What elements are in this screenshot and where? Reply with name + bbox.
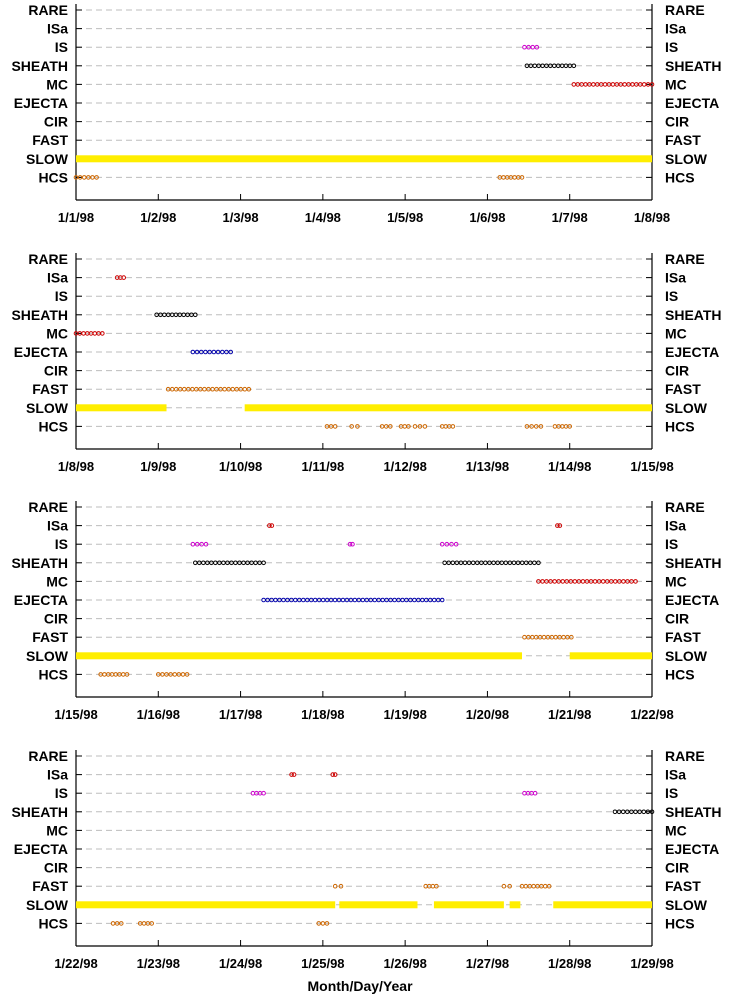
category-label-left: IS	[54, 39, 68, 56]
category-label-left: IS	[54, 288, 68, 305]
mark-slow	[434, 901, 504, 908]
category-label-left: SLOW	[26, 150, 68, 167]
category-label-left: IS	[54, 536, 68, 553]
category-label-left: MC	[46, 573, 68, 590]
mark-point	[373, 598, 377, 602]
category-label-right: SLOW	[665, 647, 707, 664]
x-tick-label: 1/17/98	[218, 707, 263, 722]
mark-point	[512, 561, 516, 565]
category-label-left: ISa	[46, 20, 68, 37]
panel-4	[11, 748, 721, 971]
mark-point	[282, 598, 286, 602]
category-label-right: RARE	[665, 2, 705, 18]
category-label-right: RARE	[665, 499, 705, 515]
mark-ejecta	[262, 598, 444, 602]
category-label-right: MC	[665, 573, 687, 590]
category-label-right: IS	[665, 536, 679, 553]
mark-point	[642, 83, 646, 87]
x-tick-label: 1/14/98	[548, 459, 592, 474]
mark-point	[523, 791, 527, 795]
mark-hcs	[440, 425, 454, 429]
x-tick-label: 1/20/98	[465, 707, 510, 722]
x-tick-label: 1/22/98	[630, 707, 674, 722]
x-tick-label: 1/29/98	[630, 956, 674, 971]
mark-point	[182, 387, 186, 391]
category-label-right: EJECTA	[665, 592, 720, 608]
mark-point	[572, 83, 576, 87]
category-label-right: ISa	[665, 20, 687, 37]
mark-point	[443, 561, 447, 565]
category-label-right: HCS	[665, 915, 695, 932]
category-label-right: IS	[665, 39, 679, 56]
mark-point	[262, 561, 266, 565]
x-tick-label: 1/23/98	[136, 956, 180, 971]
category-label-left: EJECTA	[13, 592, 68, 608]
category-label-right: SLOW	[665, 399, 707, 416]
category-label-right: EJECTA	[665, 344, 720, 360]
category-label-left: SLOW	[26, 399, 68, 416]
category-label-left: CIR	[43, 859, 68, 876]
x-tick-label: 1/10/98	[218, 459, 263, 474]
category-label-left: FAST	[32, 381, 68, 398]
mark-point	[553, 580, 557, 584]
mark-point	[182, 313, 186, 317]
mark-point	[202, 561, 206, 565]
category-label-right: ISa	[665, 766, 687, 783]
mark-point	[242, 561, 246, 565]
x-tick-label: 1/28/98	[548, 956, 592, 971]
category-label-left: FAST	[32, 878, 68, 895]
category-label-left: EJECTA	[13, 344, 68, 360]
category-label-right: HCS	[665, 418, 695, 435]
category-label-left: SHEATH	[11, 306, 68, 323]
category-label-right: CIR	[665, 610, 690, 627]
category-label-right: EJECTA	[665, 95, 720, 111]
mark-point	[622, 580, 626, 584]
panel-1	[11, 2, 721, 225]
category-label-left: FAST	[32, 132, 68, 149]
x-tick-label: 1/11/98	[301, 459, 345, 474]
mark-point	[393, 598, 397, 602]
category-label-right: RARE	[665, 251, 705, 267]
mark-point	[502, 176, 506, 180]
x-tick-label: 1/9/98	[140, 459, 177, 474]
category-label-right: FAST	[665, 132, 701, 149]
mark-slow	[245, 404, 652, 411]
category-label-left: CIR	[43, 362, 68, 379]
category-label-left: RARE	[28, 2, 68, 18]
mark-point	[212, 350, 216, 354]
mark-slow	[76, 652, 522, 659]
x-tick-label: 1/26/98	[383, 956, 427, 971]
mark-point	[142, 922, 146, 926]
mark-point	[163, 313, 167, 317]
mark-point	[413, 598, 417, 602]
x-tick-label: 1/15/98	[54, 707, 98, 722]
mark-point	[572, 64, 576, 68]
category-label-left: HCS	[38, 915, 68, 932]
mark-point	[262, 598, 266, 602]
mark-point	[562, 635, 566, 639]
category-label-left: MC	[46, 76, 68, 93]
category-label-left: MC	[46, 822, 68, 839]
mark-slow	[339, 901, 417, 908]
mark-point	[203, 387, 207, 391]
mark-point	[292, 773, 296, 777]
category-label-left: CIR	[43, 113, 68, 130]
x-tick-label: 1/1/98	[57, 210, 95, 225]
category-label-left: SLOW	[26, 896, 68, 913]
category-label-left: RARE	[28, 748, 68, 764]
category-label-right: SHEATH	[665, 57, 722, 74]
x-tick-label: 1/24/98	[218, 956, 263, 971]
category-label-right: ISa	[665, 517, 687, 534]
category-label-left: ISa	[46, 517, 68, 534]
category-label-left: IS	[54, 785, 68, 802]
category-label-left: EJECTA	[13, 841, 68, 857]
category-label-right: HCS	[665, 666, 695, 683]
category-label-right: ISa	[665, 269, 687, 286]
mark-point	[533, 561, 537, 565]
mark-slow	[76, 155, 652, 162]
category-label-right: FAST	[665, 878, 701, 895]
category-label-right: HCS	[665, 169, 695, 186]
mark-point	[502, 884, 506, 888]
mark-point	[103, 673, 107, 677]
category-label-left: SHEATH	[11, 554, 68, 571]
category-label-left: EJECTA	[13, 95, 68, 111]
mark-point	[403, 425, 407, 429]
category-label-right: SHEATH	[665, 803, 722, 820]
mark-is	[523, 791, 537, 795]
x-tick-label: 1/13/98	[465, 459, 510, 474]
mark-sheath	[194, 561, 266, 565]
x-tick-label: 1/2/98	[140, 210, 177, 225]
x-tick-label: 1/18/98	[301, 707, 345, 722]
x-tick-label: 1/25/98	[301, 956, 345, 971]
mark-hcs	[74, 176, 98, 180]
category-label-left: MC	[46, 325, 68, 342]
category-label-right: FAST	[665, 629, 701, 646]
x-tick-label: 1/19/98	[383, 707, 427, 722]
mark-point	[523, 45, 527, 49]
x-tick-label: 1/4/98	[304, 210, 341, 225]
mark-point	[592, 83, 596, 87]
mark-point	[262, 791, 266, 795]
mark-point	[82, 176, 86, 180]
mark-point	[222, 561, 226, 565]
x-tick-label: 1/21/98	[548, 707, 592, 722]
category-label-left: ISa	[46, 766, 68, 783]
category-label-left: SLOW	[26, 647, 68, 664]
category-label-left: ISa	[46, 269, 68, 286]
category-label-right: MC	[665, 325, 687, 342]
panel-2	[11, 251, 721, 474]
category-label-right: CIR	[665, 859, 690, 876]
category-label-right: SLOW	[665, 896, 707, 913]
x-tick-label: 1/6/98	[469, 210, 506, 225]
x-tick-label: 1/27/98	[465, 956, 510, 971]
mark-slow	[510, 901, 521, 908]
mark-point	[301, 598, 305, 602]
category-label-left: HCS	[38, 169, 68, 186]
category-label-left: SHEATH	[11, 803, 68, 820]
mark-slow	[570, 652, 652, 659]
mark-point	[532, 884, 536, 888]
x-tick-label: 1/8/98	[57, 459, 95, 474]
x-tick-label: 1/16/98	[136, 707, 180, 722]
x-tick-label: 1/7/98	[551, 210, 588, 225]
mark-point	[523, 635, 527, 639]
mark-is	[251, 791, 265, 795]
mark-point	[642, 810, 646, 814]
x-axis-title: Month/Day/Year	[307, 978, 413, 994]
mark-is	[191, 542, 208, 546]
category-label-right: IS	[665, 785, 679, 802]
x-tick-label: 1/15/98	[630, 459, 674, 474]
category-label-left: CIR	[43, 610, 68, 627]
panel-3	[11, 499, 721, 722]
category-label-right: IS	[665, 288, 679, 305]
x-tick-label: 1/5/98	[387, 210, 424, 225]
category-label-left: SHEATH	[11, 57, 68, 74]
mark-point	[542, 635, 546, 639]
category-label-right: MC	[665, 76, 687, 93]
category-label-right: SLOW	[665, 150, 707, 167]
mark-point	[513, 176, 517, 180]
mark-point	[432, 598, 436, 602]
mark-slow	[76, 901, 335, 908]
mark-point	[492, 561, 496, 565]
category-label-right: FAST	[665, 381, 701, 398]
x-tick-label: 1/3/98	[222, 210, 259, 225]
category-label-left: HCS	[38, 418, 68, 435]
category-label-right: MC	[665, 822, 687, 839]
mark-point	[223, 387, 227, 391]
category-label-right: CIR	[665, 113, 690, 130]
category-label-left: FAST	[32, 629, 68, 646]
x-tick-label: 1/12/98	[383, 459, 427, 474]
category-label-left: RARE	[28, 499, 68, 515]
category-label-right: EJECTA	[665, 841, 720, 857]
mark-point	[82, 332, 86, 336]
x-tick-label: 1/22/98	[54, 956, 98, 971]
mark-hcs	[99, 673, 129, 677]
category-label-left: HCS	[38, 666, 68, 683]
mark-slow	[76, 404, 167, 411]
mark-point	[552, 64, 556, 68]
mark-slow	[553, 901, 652, 908]
category-label-right: SHEATH	[665, 554, 722, 571]
x-tick-label: 1/8/98	[633, 210, 671, 225]
category-label-right: RARE	[665, 748, 705, 764]
mark-point	[623, 83, 627, 87]
category-label-right: SHEATH	[665, 306, 722, 323]
category-label-left: RARE	[28, 251, 68, 267]
category-label-right: CIR	[665, 362, 690, 379]
